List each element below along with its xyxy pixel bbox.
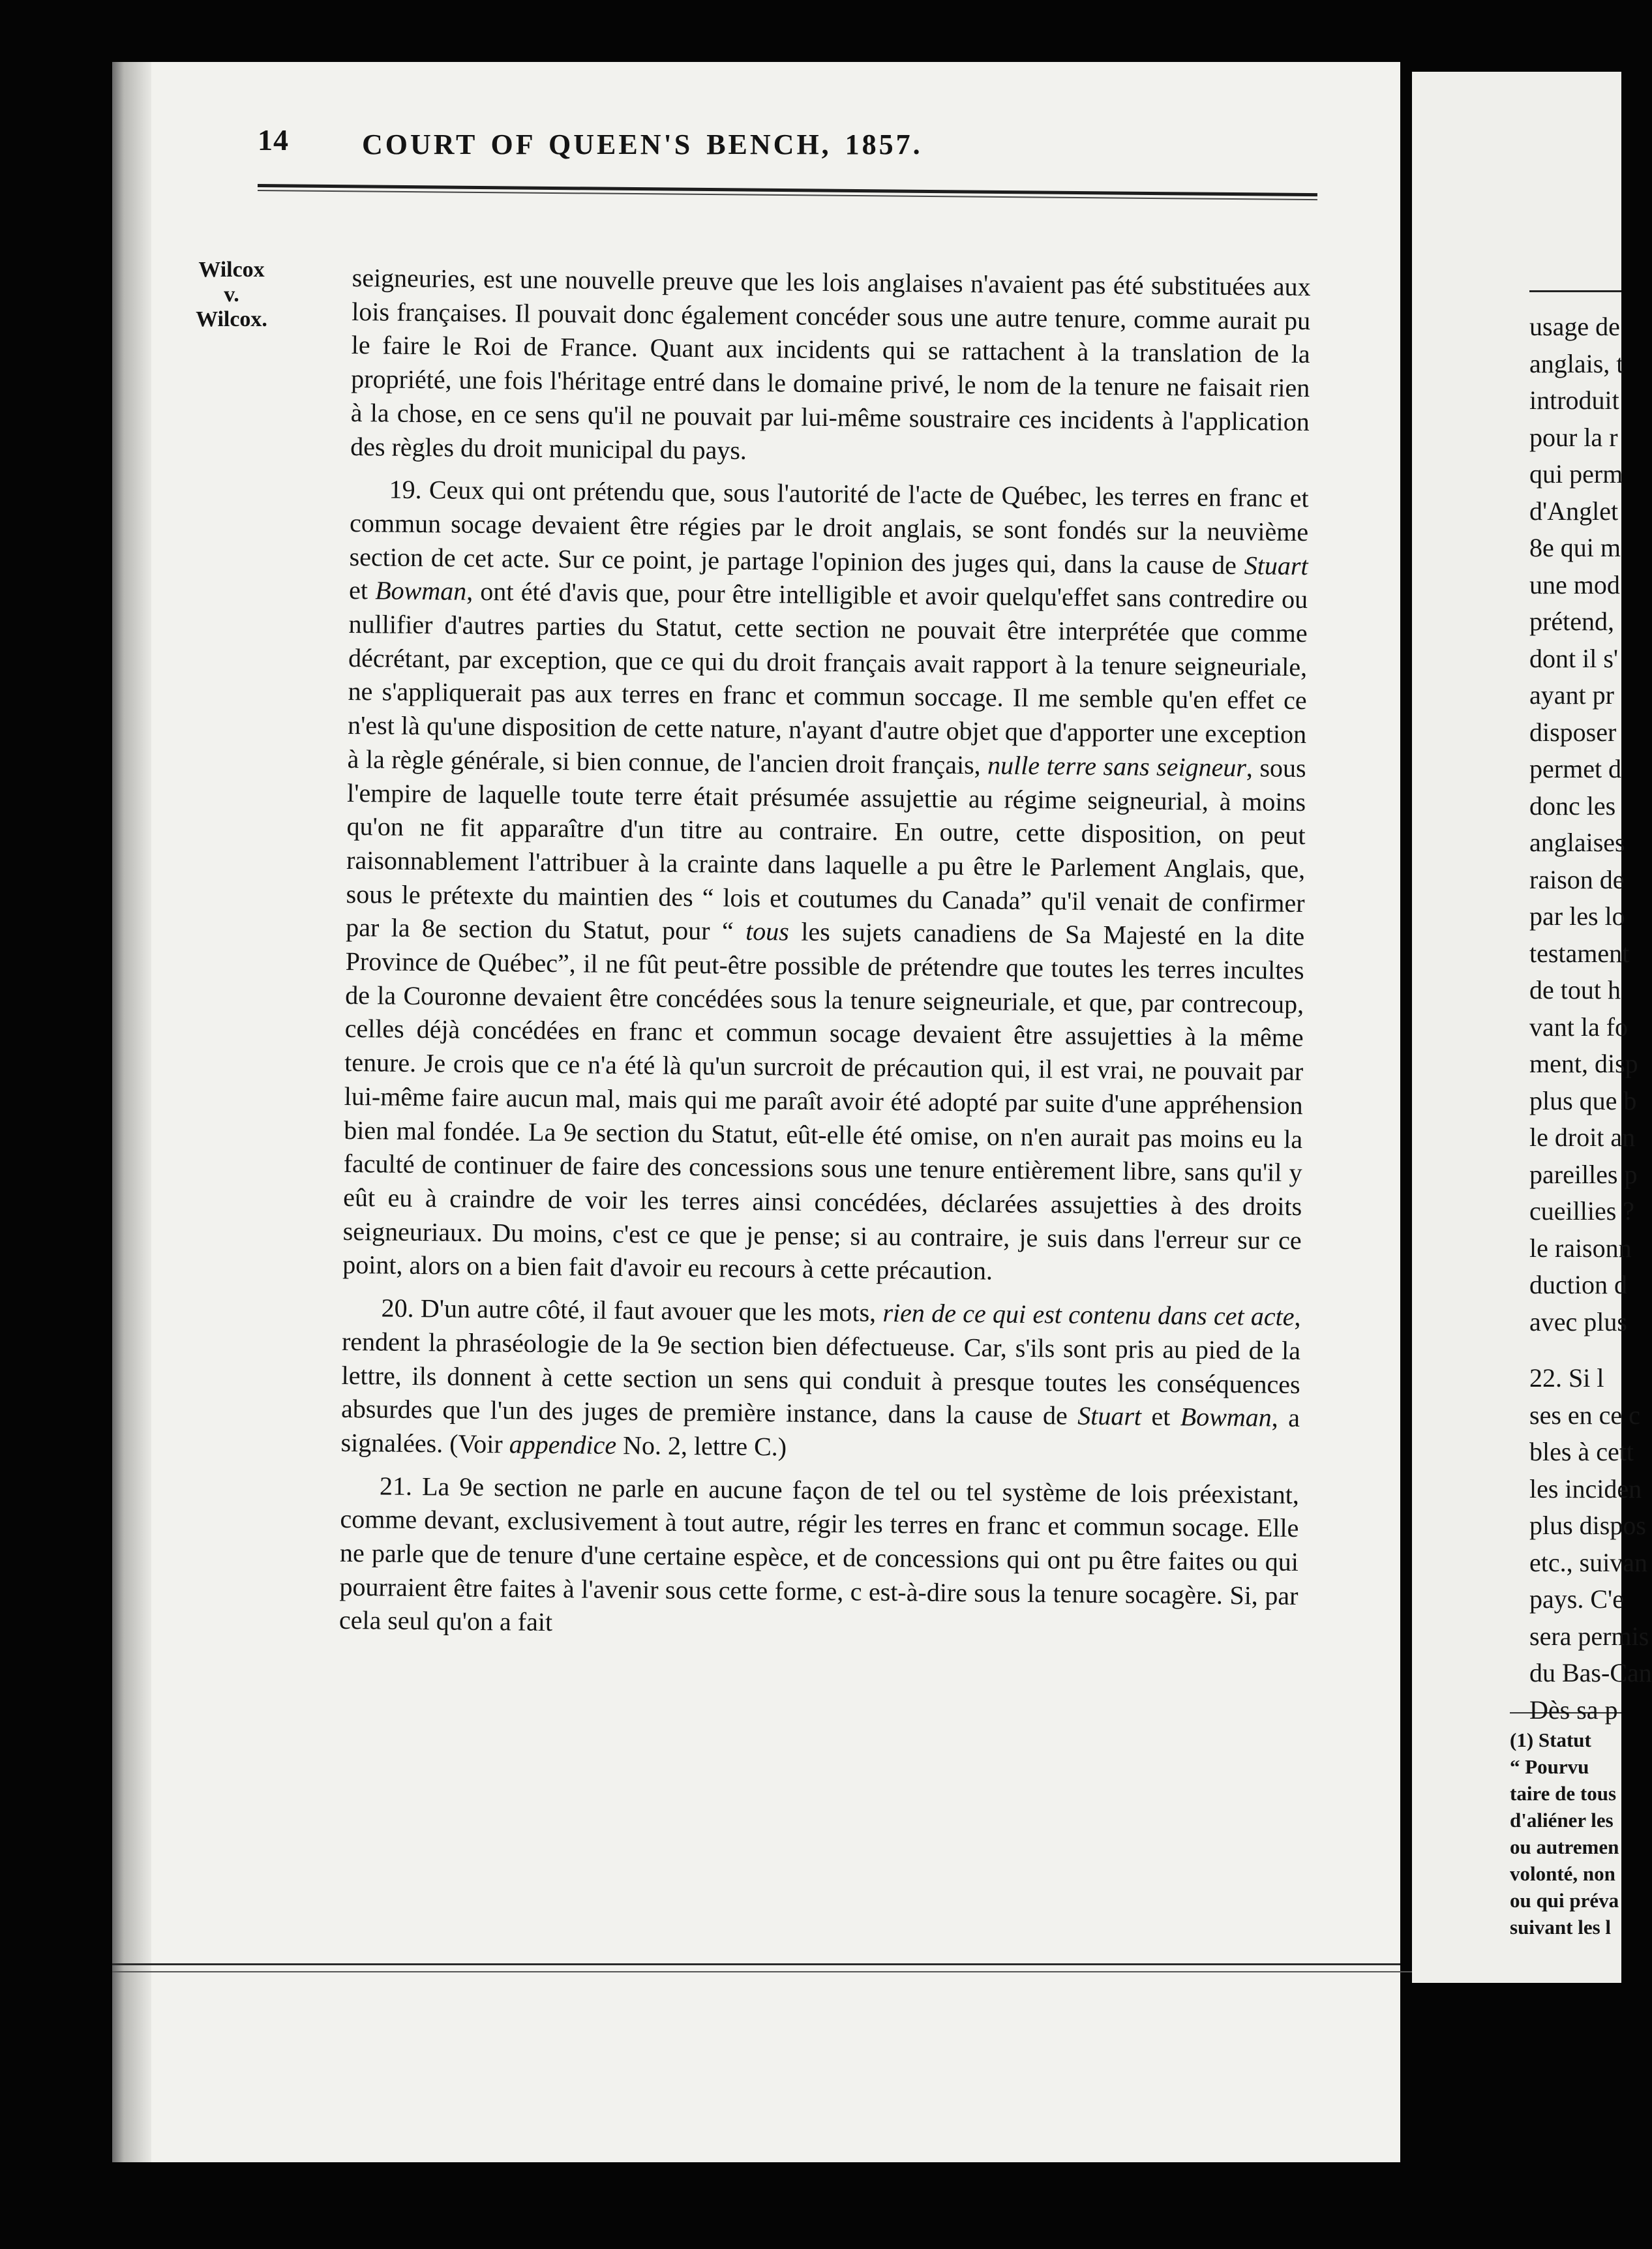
paragraph-19: 19. Ceux qui ont prétendu que, sous l'autorité de l'acte de Québec, les terres en franc et commun socage devaient être régies par le droit anglais, se sont fondés sur la neuvième section de cet acte. Sur ce point, je partage l'opinion des juges qui, dans la cause de Stuart et Bowman, ont été d'avis que, pour être intelligible et avoir quelqu'effet sans contredire ou nullifier d'autres parties du Statut, cette section ne pouvait être interprétée que comme décrétant, par exception, que ce qui du droit français avait rapport à la tenure seigneuriale, ne s'appliquerait pas aux terres en franc et commun soccage. Il me semble qu'en effet ce n'est là qu'une disposition de cette nature, n'ayant d'autre objet que d'apporter une exception à la règle générale, si bien connue, de l'ancien droit français, nulle terre sans seigneur, sous l'empire de laquelle toute terre était présumée assujettie au régime seigneurial, à moins qu'on ne fit apparaître d'un titre au contraire. En outre, cette disposition, on peut raisonnablement l'attribuer à la crainte dans laquelle a pu être le Parlement Anglais, que, sous le prétexte du maintien des “ lois et coutumes du Canada” qu'il venait de confirmer par la 8e section du Statut, pour “ tous les sujets canadiens de Sa Majesté en la dite Province de Québec”, il ne fût peut-être possible de prétendre que toutes les terres incultes de la Couronne devaient être concédées sous la tenure seigneuriale, et que, par contrecoup, celles déjà concédées en franc et commun socage devaient être assujetties à la même tenure. Je crois que ce n'a été là qu'un surcroit de précaution qui, il est vrai, ne pouvait par lui-même faire aucun mal, mais qui me paraît avoir été adopté par suite d'une appréhension bien mal fondée. La 9e section du Statut, eût-elle été omise, on n'en aurait pas moins eu la faculté de continuer de faire des concessions sous une tenure entièrement libre, sans qu'il y eût eu à craindre de voir les terres ainsi concédées, déclarées assujetties à des droits seigneuriaux. Du moins, c'est ce que je pense; si au contraire, je suis dans l'erreur sur ce point, alors on a bien fait d'avoir eu recours à cette précaution. xyxy=(342,474,1309,1286)
facing-page-line: 22. Si l xyxy=(1529,1363,1604,1393)
facing-page-line: du Bas-Can xyxy=(1529,1658,1652,1687)
facing-page-line: disposer xyxy=(1529,717,1617,747)
facing-page-footnote-line: volonté, non xyxy=(1510,1862,1615,1885)
facing-page-line: anglaises xyxy=(1529,828,1625,857)
facing-page-line: introduit xyxy=(1529,385,1619,415)
case-margin-note xyxy=(134,258,329,332)
facing-page-line: Dès sa p xyxy=(1529,1695,1618,1725)
facing-page-line: ayant pr xyxy=(1529,680,1614,710)
paragraph-21: 21. La 9e section ne parle en aucune façon de tel ou tel système de lois préexistant, comme devant, exclusivement à tout autre, régir les terres en franc et commun socage. Elle ne parle que de tenure d'une certaine espèce, et de concessions qui ont pu être faites ou qui pourraient être faites à l'avenir sous cette forme, c est-à-dire sous la tenure socagère. Si, par cela seul qu'on a fait xyxy=(338,1471,1300,1637)
facing-page-line: permet d xyxy=(1529,754,1622,783)
facing-page-footnote-line: “ Pourvu xyxy=(1510,1755,1589,1778)
facing-page-line: ment, disp xyxy=(1529,1049,1638,1078)
facing-page-line: les inciden xyxy=(1529,1473,1642,1503)
paragraph-20: 20. D'un autre côté, il faut avouer que les mots, rien de ce qui est contenu dans cet acte, rendent la phraséologie de la 9e section bien défectueuse. Car, s'ils sont pris au pied de la lettre, ils donnent à cette section un sens qui conduit à presque toutes les conséquences absurdes que l'un des juges de première instance, dans la cause de Stuart et Bowman, a signalées. (Voir appendice No. 2, lettre C.) xyxy=(340,1293,1301,1462)
facing-page-fragment xyxy=(1412,72,1652,1983)
bottom-rule-thin xyxy=(112,1971,1621,1972)
facing-page-line: pays. C'e xyxy=(1529,1584,1624,1614)
facing-page-footnote-line: d'aliéner les xyxy=(1510,1809,1614,1832)
facing-page-line: donc les xyxy=(1529,791,1616,821)
page-number: 14 xyxy=(258,123,289,157)
page-gutter xyxy=(1400,62,1412,1967)
facing-page-footnote-line: (1) Statut xyxy=(1510,1728,1591,1751)
facing-page-line: plus que b xyxy=(1529,1085,1637,1115)
facing-page-line: pareilles p xyxy=(1529,1159,1638,1189)
facing-page-footnote-line: ou autremen xyxy=(1510,1835,1619,1858)
facing-page-line: qui perm xyxy=(1529,459,1623,489)
facing-page-footnote-line: taire de tous xyxy=(1510,1782,1617,1805)
facing-page-line: dont il s' xyxy=(1529,643,1619,673)
facing-page-header-rule xyxy=(1529,290,1621,292)
facing-page-line: bles à cett xyxy=(1529,1437,1634,1466)
facing-page-line: sera permis xyxy=(1529,1621,1649,1651)
facing-page-line: de tout h xyxy=(1529,975,1621,1004)
facing-page-line: le droit an xyxy=(1529,1123,1636,1152)
margin-note-plaintiff: Wilcox xyxy=(198,258,265,282)
facing-page-line: 8e qui m xyxy=(1529,533,1621,562)
margin-note-versus: v. xyxy=(224,282,239,307)
facing-page-line: testament xyxy=(1529,938,1630,968)
page-binding-edge xyxy=(112,62,151,2162)
facing-page-line: duction d xyxy=(1529,1270,1627,1299)
facing-page-line: pour la r xyxy=(1529,422,1618,452)
facing-page-line: par les lo xyxy=(1529,901,1625,931)
facing-page-line: plus dispos xyxy=(1529,1511,1646,1540)
facing-page-footnote-line: suivant les l xyxy=(1510,1916,1612,1939)
facing-page-line: etc., suivan xyxy=(1529,1547,1648,1577)
facing-page-line: cueillies ? xyxy=(1529,1196,1635,1226)
facing-page-line: vant la fo xyxy=(1529,1012,1629,1042)
facing-page-line: d'Anglet xyxy=(1529,496,1619,526)
facing-page-line: une mod xyxy=(1529,569,1620,599)
facing-page-line: avec plus xyxy=(1529,1306,1627,1336)
facing-page-line: anglais, t xyxy=(1529,348,1624,378)
facing-page-line: prétend, xyxy=(1529,607,1614,636)
facing-page-footnote-line: ou qui préva xyxy=(1510,1889,1619,1912)
facing-page-line: usage de xyxy=(1529,312,1620,341)
paragraph-intro: seigneuries, est une nouvelle preuve que les lois anglaises n'avaient pas été substituées aux lois françaises. Il pouvait donc également concéder sous une autre tenure, comme aurait pu le faire le Roi de France. Quant aux incidents qui se rattachent à la translation de la propriété, une fois l'héritage entré dans le domaine privé, le nom de la tenure ne faisait rien à la chose, en ce sens qu'il ne pouvait par lui-même soustraire ces incidents à l'application des règles du droit municipal du pays. xyxy=(350,262,1311,465)
bottom-rule xyxy=(112,1963,1621,1965)
facing-page-line: le raisonn xyxy=(1529,1233,1632,1263)
running-title: COURT OF QUEEN'S BENCH, 1857. xyxy=(362,128,923,160)
facing-page-line: raison de xyxy=(1529,864,1625,894)
body-text xyxy=(339,261,1311,1655)
facing-page-line: ses en ce c xyxy=(1529,1400,1640,1430)
margin-note-defendant: Wilcox. xyxy=(196,307,267,331)
